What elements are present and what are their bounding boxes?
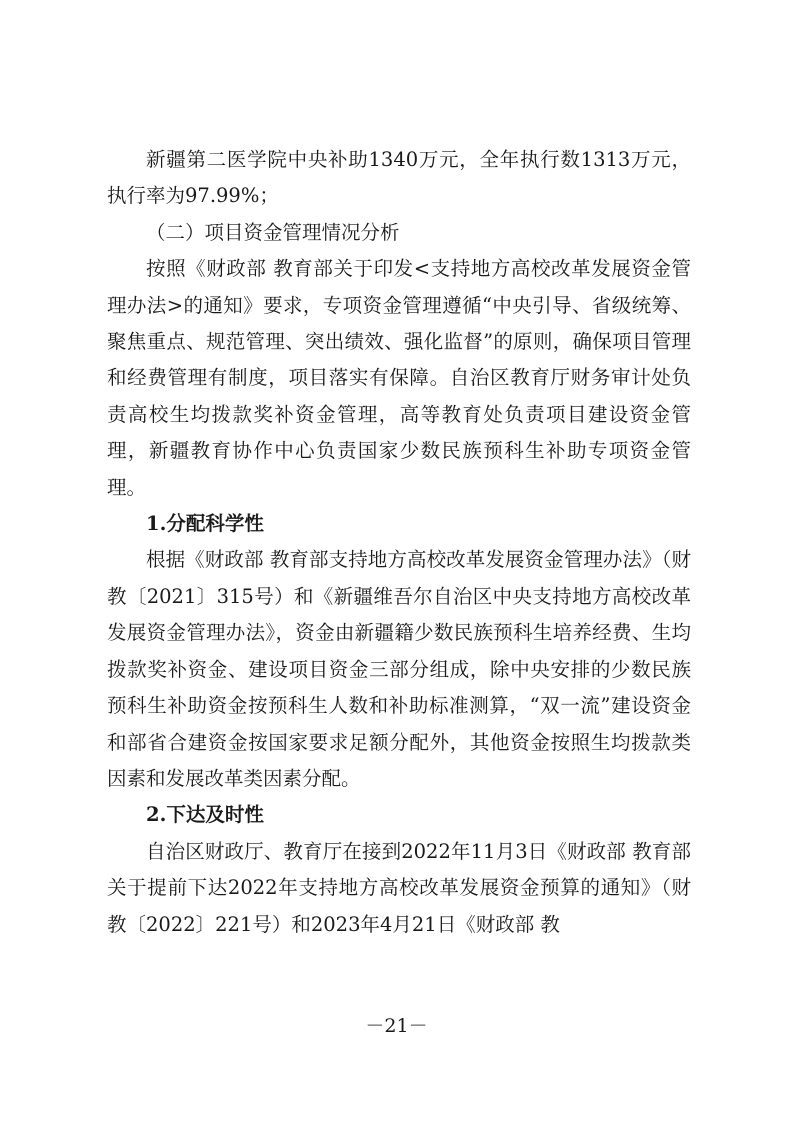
- paragraph-medical-college-funding: 新疆第二医学院中央补助1340万元，全年执行数1313万元，执行率为97.99%；: [107, 148, 691, 208]
- paragraph-allocation: 根据《财政部 教育部支持地方高校改革发展资金管理办法》（财教〔2021〕315号）和《新疆维吾尔自治区中央支持地方高校改革发展资金管理办法》，资金由新疆籍少数民族预科生培养经费、生均拨款奖补资金、建设项目资金三部分组成，除中央安排的少数民族预科生补助资金按预科生人数和补助标准测算，“双一流”建设资金和部省合建资金按国家要求足额分配外，其他资金按照生均拨款类因素和发展改革类因素分配。: [107, 548, 691, 790]
- paragraph-timeliness: 自治区财政厅、教育厅在接到2022年11月3日《财政部 教育部关于提前下达2022年支持地方高校改革发展资金预算的通知》（财教〔2022〕221号）和2023年4月21日《财政部 教: [107, 839, 691, 936]
- document-body: [107, 142, 691, 943]
- page-number: －21－: [365, 1015, 428, 1037]
- section-heading: （二）项目资金管理情况分析: [146, 220, 400, 244]
- subheading-timeliness: 2.下达及时性: [146, 803, 264, 827]
- subheading-allocation: 1.分配科学性: [146, 512, 264, 536]
- paragraph-fund-management: 按照《财政部 教育部关于印发<支持地方高校改革发展资金管理办法>的通知》要求，专项资金管理遵循“中央引导、省级统筹、聚焦重点、规范管理、突出绩效、强化监督”的原则，确保项目管理和经费管理有制度，项目落实有保障。自治区教育厅财务审计处负责高校生均拨款奖补资金管理，高等教育处负责项目建设资金管理，新疆教育协作中心负责国家少数民族预科生补助专项资金管理。: [107, 257, 691, 499]
